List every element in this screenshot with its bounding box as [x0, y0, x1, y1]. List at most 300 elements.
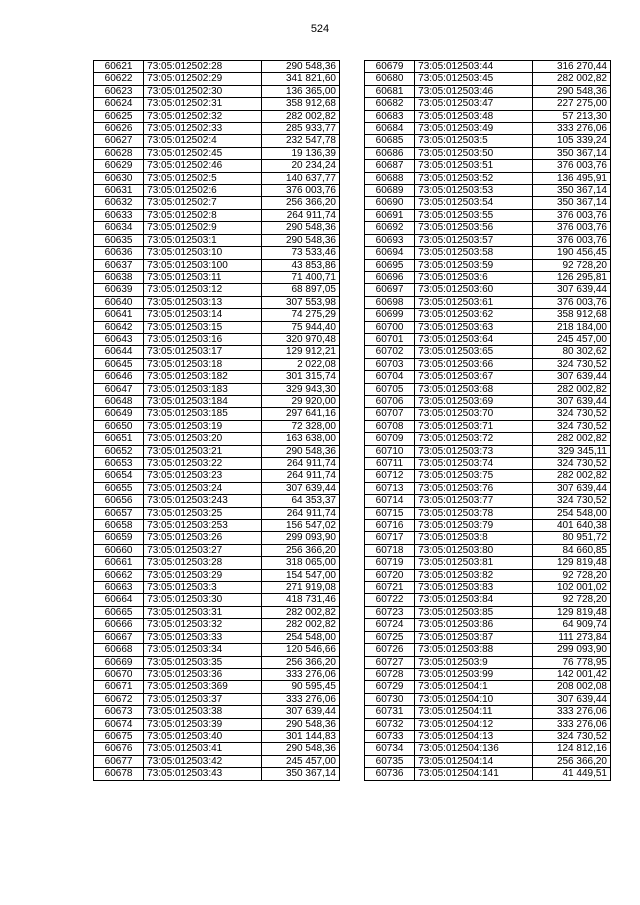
cadastral-number: 73:05:012503:42 [144, 755, 261, 767]
cadastral-number: 73:05:012503:44 [415, 61, 532, 73]
cadastral-value: 282 002,82 [261, 110, 339, 122]
row-number: 60646 [94, 371, 144, 383]
table-row [94, 755, 340, 767]
table-row [94, 730, 340, 742]
row-number: 60631 [94, 185, 144, 197]
cadastral-number: 73:05:012503:28 [144, 557, 261, 569]
row-number: 60648 [94, 395, 144, 407]
cadastral-value: 290 548,36 [261, 718, 339, 730]
cadastral-value: 43 853,86 [261, 259, 339, 271]
cadastral-number: 73:05:012503:99 [415, 668, 532, 680]
cadastral-value: 136 495,91 [532, 172, 610, 184]
row-number: 60675 [94, 730, 144, 742]
table-row [365, 681, 611, 693]
table-row [94, 408, 340, 420]
table-row [365, 135, 611, 147]
row-number: 60733 [365, 730, 415, 742]
cadastral-number: 73:05:012503:15 [144, 321, 261, 333]
row-number: 60640 [94, 296, 144, 308]
table-row [365, 693, 611, 705]
table-row [94, 98, 340, 110]
cadastral-number: 73:05:012504:14 [415, 755, 532, 767]
table-row [94, 606, 340, 618]
cadastral-number: 73:05:012503:183 [144, 383, 261, 395]
cadastral-value: 142 001,42 [532, 668, 610, 680]
row-number: 60639 [94, 284, 144, 296]
cadastral-value: 299 093,90 [532, 644, 610, 656]
cadastral-value: 73 533,46 [261, 247, 339, 259]
cadastral-value: 307 639,44 [261, 706, 339, 718]
cadastral-number: 73:05:012502:9 [144, 222, 261, 234]
row-number: 60689 [365, 185, 415, 197]
cadastral-value: 57 213,30 [532, 110, 610, 122]
cadastral-value: 320 970,48 [261, 333, 339, 345]
cadastral-number: 73:05:012502:7 [144, 197, 261, 209]
cadastral-value: 232 547,78 [261, 135, 339, 147]
cadastral-number: 73:05:012503:37 [144, 693, 261, 705]
cadastral-number: 73:05:012503:65 [415, 346, 532, 358]
row-number: 60626 [94, 123, 144, 135]
cadastral-value: 75 944,40 [261, 321, 339, 333]
cadastral-number: 73:05:012503:182 [144, 371, 261, 383]
cadastral-number: 73:05:012503:30 [144, 594, 261, 606]
cadastral-value: 254 548,00 [532, 507, 610, 519]
table-row [94, 296, 340, 308]
table-row [94, 520, 340, 532]
table-row [94, 222, 340, 234]
cadastral-number: 73:05:012503:13 [144, 296, 261, 308]
row-number: 60682 [365, 98, 415, 110]
cadastral-value: 333 276,06 [532, 718, 610, 730]
row-number: 60712 [365, 470, 415, 482]
row-number: 60676 [94, 743, 144, 755]
row-number: 60693 [365, 234, 415, 246]
cadastral-value: 190 456,45 [532, 247, 610, 259]
row-number: 60659 [94, 532, 144, 544]
table-row [365, 656, 611, 668]
table-row [365, 569, 611, 581]
cadastral-value: 218 184,00 [532, 321, 610, 333]
cadastral-value: 136 365,00 [261, 85, 339, 97]
cadastral-value: 129 912,21 [261, 346, 339, 358]
cadastral-value: 156 547,02 [261, 520, 339, 532]
table-row [94, 420, 340, 432]
cadastral-value: 208 002,08 [532, 681, 610, 693]
table-row [94, 271, 340, 283]
table-row [94, 482, 340, 494]
cadastral-value: 333 276,06 [532, 706, 610, 718]
table-row [94, 147, 340, 159]
row-number: 60657 [94, 507, 144, 519]
cadastral-value: 401 640,38 [532, 520, 610, 532]
cadastral-value: 92 728,20 [532, 594, 610, 606]
table-row [365, 284, 611, 296]
cadastral-number: 73:05:012503:47 [415, 98, 532, 110]
cadastral-value: 80 951,72 [532, 532, 610, 544]
cadastral-number: 73:05:012503:32 [144, 619, 261, 631]
cadastral-number: 73:05:012503:54 [415, 197, 532, 209]
row-number: 60716 [365, 520, 415, 532]
cadastral-value: 290 548,36 [532, 85, 610, 97]
table-row [94, 706, 340, 718]
cadastral-number: 73:05:012503:51 [415, 160, 532, 172]
cadastral-number: 73:05:012503:19 [144, 420, 261, 432]
cadastral-number: 73:05:012504:13 [415, 730, 532, 742]
cadastral-number: 73:05:012503:71 [415, 420, 532, 432]
table-row [365, 507, 611, 519]
row-number: 60731 [365, 706, 415, 718]
cadastral-value: 154 547,00 [261, 569, 339, 581]
cadastral-value: 324 730,52 [532, 495, 610, 507]
row-number: 60720 [365, 569, 415, 581]
table-row [94, 433, 340, 445]
row-number: 60633 [94, 209, 144, 221]
cadastral-number: 73:05:012503:5 [415, 135, 532, 147]
table-row [94, 333, 340, 345]
cadastral-number: 73:05:012503:27 [144, 544, 261, 556]
cadastral-number: 73:05:012503:49 [415, 123, 532, 135]
table-row [365, 470, 611, 482]
table-row [94, 495, 340, 507]
row-number: 60697 [365, 284, 415, 296]
table-row [94, 73, 340, 85]
row-number: 60703 [365, 358, 415, 370]
cadastral-value: 76 778,95 [532, 656, 610, 668]
cadastral-number: 73:05:012503:75 [415, 470, 532, 482]
cadastral-number: 73:05:012502:8 [144, 209, 261, 221]
cadastral-value: 68 897,05 [261, 284, 339, 296]
table-row [365, 482, 611, 494]
row-number: 60647 [94, 383, 144, 395]
table-row [94, 358, 340, 370]
table-row [94, 135, 340, 147]
cadastral-value: 290 548,36 [261, 743, 339, 755]
table-row [365, 147, 611, 159]
cadastral-value: 341 821,60 [261, 73, 339, 85]
row-number: 60728 [365, 668, 415, 680]
cadastral-number: 73:05:012503:52 [415, 172, 532, 184]
cadastral-value: 376 003,76 [532, 234, 610, 246]
cadastral-value: 264 911,74 [261, 209, 339, 221]
cadastral-number: 73:05:012503:82 [415, 569, 532, 581]
row-number: 60684 [365, 123, 415, 135]
cadastral-number: 73:05:012502:32 [144, 110, 261, 122]
cadastral-value: 282 002,82 [261, 619, 339, 631]
table-row [365, 768, 611, 780]
table-row [94, 309, 340, 321]
row-number: 60677 [94, 755, 144, 767]
registry-table-left [93, 60, 340, 781]
cadastral-value: 290 548,36 [261, 61, 339, 73]
row-number: 60629 [94, 160, 144, 172]
cadastral-value: 329 345,11 [532, 445, 610, 457]
row-number: 60702 [365, 346, 415, 358]
row-number: 60623 [94, 85, 144, 97]
cadastral-value: 358 912,68 [261, 98, 339, 110]
row-number: 60688 [365, 172, 415, 184]
row-number: 60635 [94, 234, 144, 246]
row-number: 60719 [365, 557, 415, 569]
table-row [365, 606, 611, 618]
row-number: 60709 [365, 433, 415, 445]
row-number: 60671 [94, 681, 144, 693]
cadastral-value: 72 328,00 [261, 420, 339, 432]
cadastral-value: 324 730,52 [532, 730, 610, 742]
cadastral-value: 129 819,48 [532, 557, 610, 569]
table-row [94, 631, 340, 643]
cadastral-number: 73:05:012503:26 [144, 532, 261, 544]
row-number: 60710 [365, 445, 415, 457]
cadastral-value: 105 339,24 [532, 135, 610, 147]
row-number: 60732 [365, 718, 415, 730]
cadastral-number: 73:05:012503:184 [144, 395, 261, 407]
cadastral-number: 73:05:012503:22 [144, 458, 261, 470]
cadastral-number: 73:05:012503:69 [415, 395, 532, 407]
cadastral-number: 73:05:012503:72 [415, 433, 532, 445]
cadastral-value: 307 639,44 [532, 371, 610, 383]
cadastral-number: 73:05:012503:36 [144, 668, 261, 680]
cadastral-number: 73:05:012502:45 [144, 147, 261, 159]
cadastral-number: 73:05:012503:253 [144, 520, 261, 532]
cadastral-value: 307 553,98 [261, 296, 339, 308]
cadastral-value: 350 367,14 [532, 197, 610, 209]
cadastral-number: 73:05:012503:58 [415, 247, 532, 259]
row-number: 60718 [365, 544, 415, 556]
table-row [94, 61, 340, 73]
cadastral-number: 73:05:012503:73 [415, 445, 532, 457]
row-number: 60681 [365, 85, 415, 97]
cadastral-number: 73:05:012503:81 [415, 557, 532, 569]
cadastral-number: 73:05:012503:1 [144, 234, 261, 246]
cadastral-number: 73:05:012504:11 [415, 706, 532, 718]
table-row [94, 346, 340, 358]
row-number: 60660 [94, 544, 144, 556]
cadastral-number: 73:05:012503:34 [144, 644, 261, 656]
table-row [365, 309, 611, 321]
table-row [94, 445, 340, 457]
cadastral-number: 73:05:012503:12 [144, 284, 261, 296]
row-number: 60729 [365, 681, 415, 693]
cadastral-value: 102 001,02 [532, 582, 610, 594]
registry-table-left-body [94, 61, 340, 781]
cadastral-value: 111 273,84 [532, 631, 610, 643]
cadastral-number: 73:05:012503:80 [415, 544, 532, 556]
row-number: 60628 [94, 147, 144, 159]
cadastral-number: 73:05:012503:18 [144, 358, 261, 370]
cadastral-number: 73:05:012503:70 [415, 408, 532, 420]
table-row [365, 668, 611, 680]
cadastral-value: 163 638,00 [261, 433, 339, 445]
row-number: 60711 [365, 458, 415, 470]
cadastral-value: 264 911,74 [261, 470, 339, 482]
table-row [365, 582, 611, 594]
cadastral-number: 73:05:012503:83 [415, 582, 532, 594]
table-row [365, 61, 611, 73]
table-row [365, 495, 611, 507]
table-row [94, 768, 340, 780]
table-row [94, 594, 340, 606]
row-number: 60705 [365, 383, 415, 395]
cadastral-number: 73:05:012503:66 [415, 358, 532, 370]
cadastral-number: 73:05:012503:63 [415, 321, 532, 333]
table-row [365, 445, 611, 457]
table-row [365, 110, 611, 122]
row-number: 60649 [94, 408, 144, 420]
row-number: 60680 [365, 73, 415, 85]
cadastral-number: 73:05:012503:20 [144, 433, 261, 445]
row-number: 60621 [94, 61, 144, 73]
table-row [94, 718, 340, 730]
row-number: 60727 [365, 656, 415, 668]
cadastral-number: 73:05:012503:74 [415, 458, 532, 470]
cadastral-value: 418 731,46 [261, 594, 339, 606]
table-row [365, 123, 611, 135]
row-number: 60726 [365, 644, 415, 656]
row-number: 60655 [94, 482, 144, 494]
cadastral-number: 73:05:012503:88 [415, 644, 532, 656]
cadastral-value: 376 003,76 [532, 296, 610, 308]
cadastral-value: 333 276,06 [261, 668, 339, 680]
row-number: 60652 [94, 445, 144, 457]
cadastral-number: 73:05:012503:84 [415, 594, 532, 606]
table-row [365, 619, 611, 631]
cadastral-value: 90 595,45 [261, 681, 339, 693]
cadastral-value: 245 457,00 [261, 755, 339, 767]
row-number: 60670 [94, 668, 144, 680]
table-row [94, 668, 340, 680]
cadastral-value: 307 639,44 [532, 693, 610, 705]
cadastral-number: 73:05:012503:53 [415, 185, 532, 197]
cadastral-number: 73:05:012503:56 [415, 222, 532, 234]
row-number: 60694 [365, 247, 415, 259]
row-number: 60656 [94, 495, 144, 507]
row-number: 60698 [365, 296, 415, 308]
row-number: 60624 [94, 98, 144, 110]
row-number: 60713 [365, 482, 415, 494]
cadastral-value: 333 276,06 [532, 123, 610, 135]
cadastral-value: 307 639,44 [532, 395, 610, 407]
table-row [365, 383, 611, 395]
cadastral-number: 73:05:012503:38 [144, 706, 261, 718]
table-row [365, 594, 611, 606]
cadastral-number: 73:05:012503:243 [144, 495, 261, 507]
table-row [365, 73, 611, 85]
row-number: 60692 [365, 222, 415, 234]
cadastral-number: 73:05:012503:86 [415, 619, 532, 631]
row-number: 60654 [94, 470, 144, 482]
cadastral-value: 376 003,76 [532, 222, 610, 234]
table-row [365, 743, 611, 755]
row-number: 60643 [94, 333, 144, 345]
table-row [365, 408, 611, 420]
row-number: 60651 [94, 433, 144, 445]
cadastral-value: 264 911,74 [261, 458, 339, 470]
table-row [365, 557, 611, 569]
table-row [365, 458, 611, 470]
table-row [365, 346, 611, 358]
table-row [94, 259, 340, 271]
row-number: 60632 [94, 197, 144, 209]
cadastral-number: 73:05:012503:77 [415, 495, 532, 507]
table-row [365, 321, 611, 333]
cadastral-value: 256 366,20 [261, 544, 339, 556]
table-row [365, 333, 611, 345]
cadastral-value: 282 002,82 [532, 433, 610, 445]
cadastral-number: 73:05:012503:76 [415, 482, 532, 494]
table-row [365, 296, 611, 308]
cadastral-number: 73:05:012504:141 [415, 768, 532, 780]
table-row [365, 631, 611, 643]
cadastral-value: 318 065,00 [261, 557, 339, 569]
table-row [365, 247, 611, 259]
cadastral-value: 126 295,81 [532, 271, 610, 283]
cadastral-value: 350 367,14 [532, 185, 610, 197]
cadastral-number: 73:05:012502:33 [144, 123, 261, 135]
row-number: 60683 [365, 110, 415, 122]
row-number: 60722 [365, 594, 415, 606]
row-number: 60637 [94, 259, 144, 271]
table-row [94, 743, 340, 755]
row-number: 60687 [365, 160, 415, 172]
cadastral-number: 73:05:012503:68 [415, 383, 532, 395]
cadastral-number: 73:05:012503:48 [415, 110, 532, 122]
cadastral-number: 73:05:012503:46 [415, 85, 532, 97]
table-row [94, 569, 340, 581]
row-number: 60701 [365, 333, 415, 345]
cadastral-number: 73:05:012503:29 [144, 569, 261, 581]
table-row [94, 693, 340, 705]
cadastral-value: 29 920,00 [261, 395, 339, 407]
table-row [94, 321, 340, 333]
table-row [94, 532, 340, 544]
table-row [365, 371, 611, 383]
table-row [94, 470, 340, 482]
cadastral-number: 73:05:012503:62 [415, 309, 532, 321]
cadastral-value: 64 909,74 [532, 619, 610, 631]
cadastral-number: 73:05:012503:25 [144, 507, 261, 519]
cadastral-value: 282 002,82 [261, 606, 339, 618]
cadastral-number: 73:05:012503:24 [144, 482, 261, 494]
table-row [94, 123, 340, 135]
cadastral-value: 227 275,00 [532, 98, 610, 110]
table-row [94, 644, 340, 656]
cadastral-value: 290 548,36 [261, 222, 339, 234]
table-row [365, 544, 611, 556]
row-number: 60685 [365, 135, 415, 147]
cadastral-number: 73:05:012503:33 [144, 631, 261, 643]
row-number: 60666 [94, 619, 144, 631]
cadastral-number: 73:05:012503:40 [144, 730, 261, 742]
cadastral-value: 282 002,82 [532, 73, 610, 85]
cadastral-number: 73:05:012503:185 [144, 408, 261, 420]
row-number: 60708 [365, 420, 415, 432]
cadastral-value: 271 919,08 [261, 582, 339, 594]
cadastral-value: 80 302,62 [532, 346, 610, 358]
row-number: 60630 [94, 172, 144, 184]
table-row [94, 371, 340, 383]
cadastral-number: 73:05:012503:8 [415, 532, 532, 544]
row-number: 60658 [94, 520, 144, 532]
row-number: 60663 [94, 582, 144, 594]
cadastral-number: 73:05:012503:369 [144, 681, 261, 693]
row-number: 60674 [94, 718, 144, 730]
row-number: 60725 [365, 631, 415, 643]
cadastral-value: 71 400,71 [261, 271, 339, 283]
cadastral-value: 84 660,85 [532, 544, 610, 556]
row-number: 60672 [94, 693, 144, 705]
cadastral-number: 73:05:012503:16 [144, 333, 261, 345]
table-row [365, 718, 611, 730]
